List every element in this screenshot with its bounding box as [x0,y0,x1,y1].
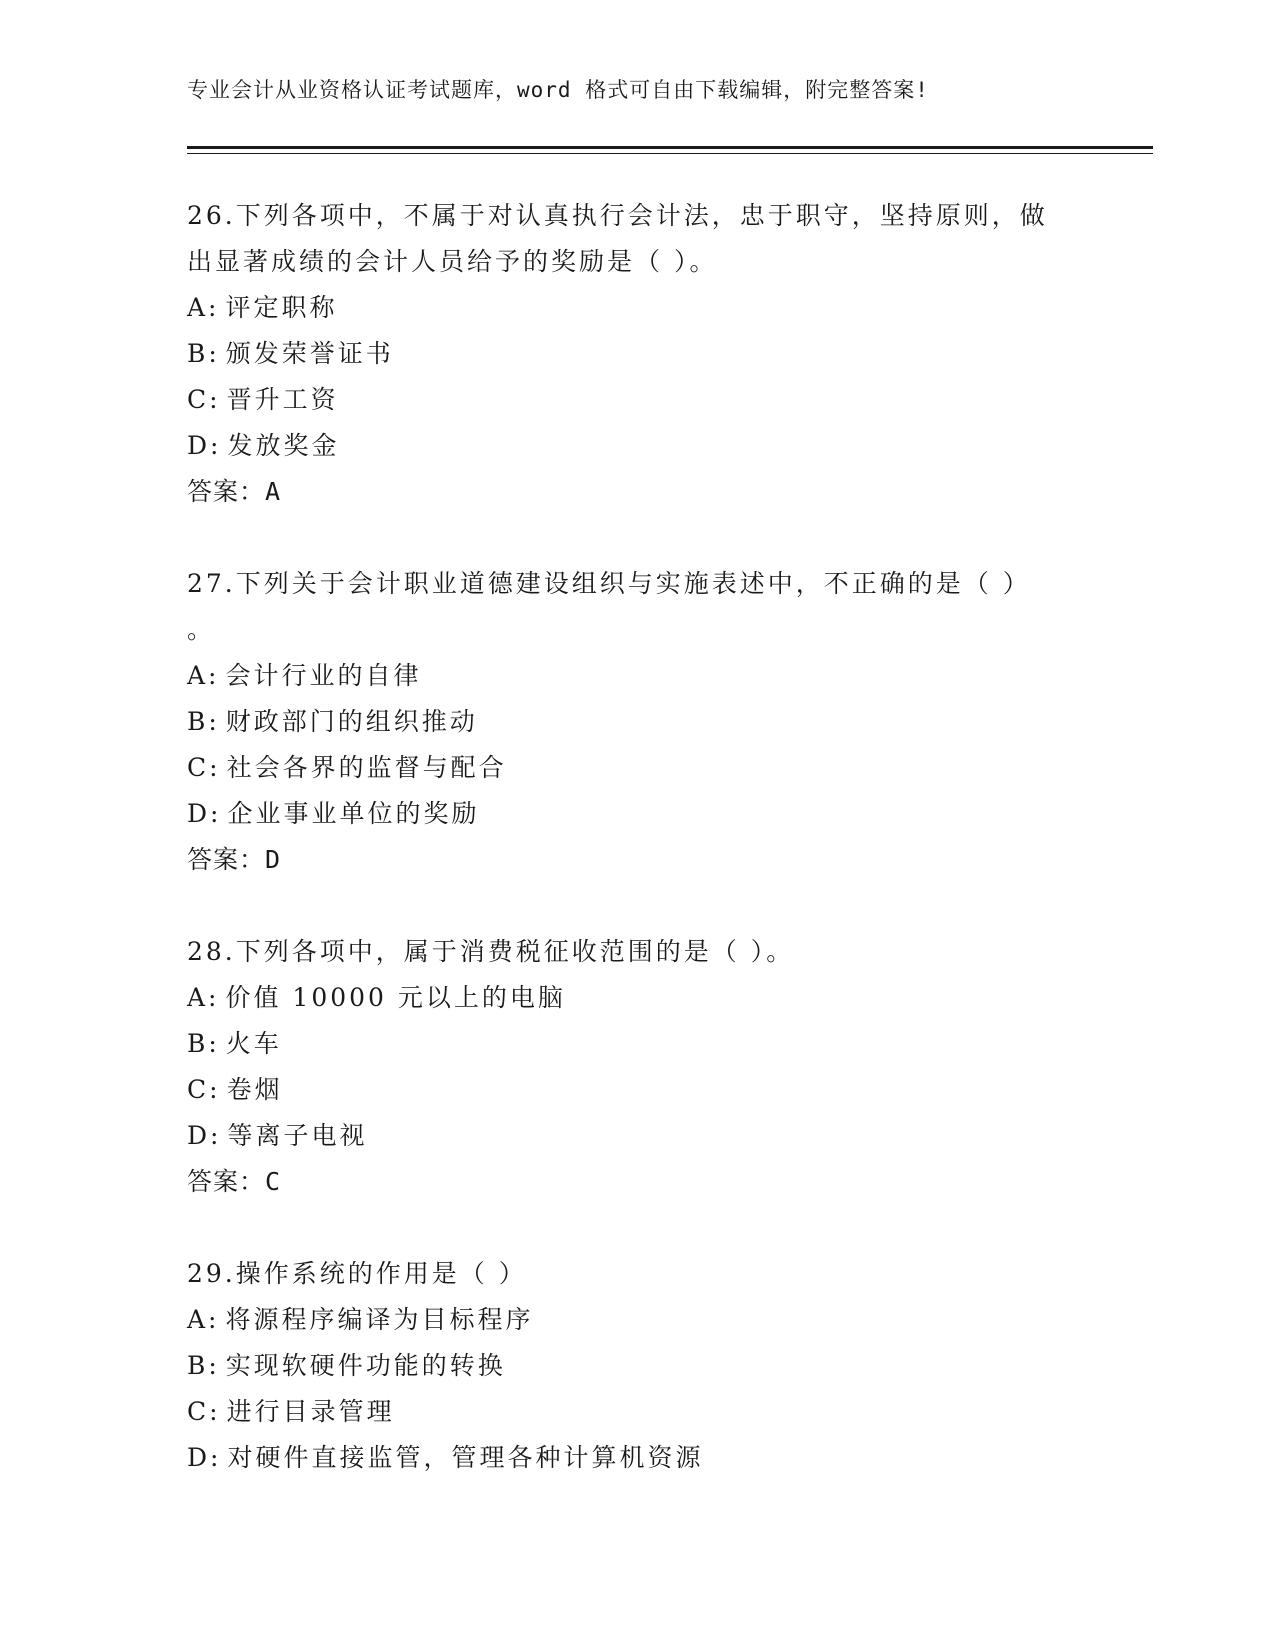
option-text: 财政部门的组织推动 [225,707,478,736]
option-c [187,745,1067,791]
option-a [187,285,1067,331]
question-stem-line: 。 [187,615,216,644]
option-d [187,1435,1067,1481]
option-letter: A: [187,983,220,1012]
option-letter: A: [187,661,220,690]
option-c [187,1389,1067,1435]
option-text: 社会各界的监督与配合 [226,753,507,782]
header-divider-thick [187,146,1153,149]
option-letter: B: [187,1029,220,1058]
question-27 [187,561,1067,883]
option-text: 卷烟 [226,1075,283,1104]
option-letter: D: [187,1443,222,1472]
option-a [187,653,1067,699]
option-a [187,975,1067,1021]
option-text: 会计行业的自律 [225,661,422,690]
option-a [187,1297,1067,1343]
answer-label: 答案： [187,1167,266,1196]
question-stem-line: 29.操作系统的作用是（ ） [187,1259,527,1288]
option-letter: B: [187,1351,220,1380]
option-text: 评定职称 [225,293,338,322]
option-text: 对硬件直接监管，管理各种计算机资源 [227,1443,704,1472]
answer-line [187,1159,1067,1205]
option-text: 晋升工资 [226,385,339,414]
question-stem-line: 26.下列各项中，不属于对认真执行会计法，忠于职守，坚持原则，做 [187,201,1048,230]
option-text: 发放奖金 [227,431,340,460]
option-text: 将源程序编译为目标程序 [225,1305,534,1334]
option-b [187,331,1067,377]
option-c [187,377,1067,423]
answer-value: C [265,1167,282,1196]
option-letter: C: [187,753,221,782]
option-text: 进行目录管理 [226,1397,395,1426]
option-c [187,1067,1067,1113]
option-letter: C: [187,1397,221,1426]
header-note: 专业会计从业资格认证考试题库，word 格式可自由下载编辑，附完整答案! [187,78,929,102]
option-d [187,791,1067,837]
option-letter: C: [187,385,221,414]
question-stem-line: 27.下列关于会计职业道德建设组织与实施表述中，不正确的是（ ） [187,569,1031,598]
answer-value: D [265,845,282,874]
question-stem-line: 出显著成绩的会计人员给予的奖励是（ ）。 [187,247,718,276]
option-b [187,699,1067,745]
question-28 [187,929,1067,1205]
option-b [187,1343,1067,1389]
option-b [187,1021,1067,1067]
option-letter: A: [187,1305,220,1334]
option-letter: B: [187,339,220,368]
question-stem-line: 28.下列各项中，属于消费税征收范围的是（ ）。 [187,937,795,966]
option-d [187,423,1067,469]
answer-line [187,837,1067,883]
question-26 [187,193,1067,515]
header-divider-thin [187,153,1153,154]
answer-value: A [265,477,282,506]
option-letter: D: [187,1121,222,1150]
option-text: 颁发荣誉证书 [225,339,394,368]
option-d [187,1113,1067,1159]
option-text: 价值 10000 元以上的电脑 [225,983,566,1012]
option-text: 实现软硬件功能的转换 [225,1351,506,1380]
option-text: 等离子电视 [227,1121,368,1150]
answer-label: 答案： [187,477,266,506]
option-text: 企业事业单位的奖励 [227,799,480,828]
question-29 [187,1251,1067,1481]
answer-label: 答案： [187,845,266,874]
option-text: 火车 [225,1029,282,1058]
option-letter: C: [187,1075,221,1104]
answer-line [187,469,1067,515]
option-letter: D: [187,799,222,828]
option-letter: D: [187,431,222,460]
option-letter: A: [187,293,220,322]
option-letter: B: [187,707,220,736]
